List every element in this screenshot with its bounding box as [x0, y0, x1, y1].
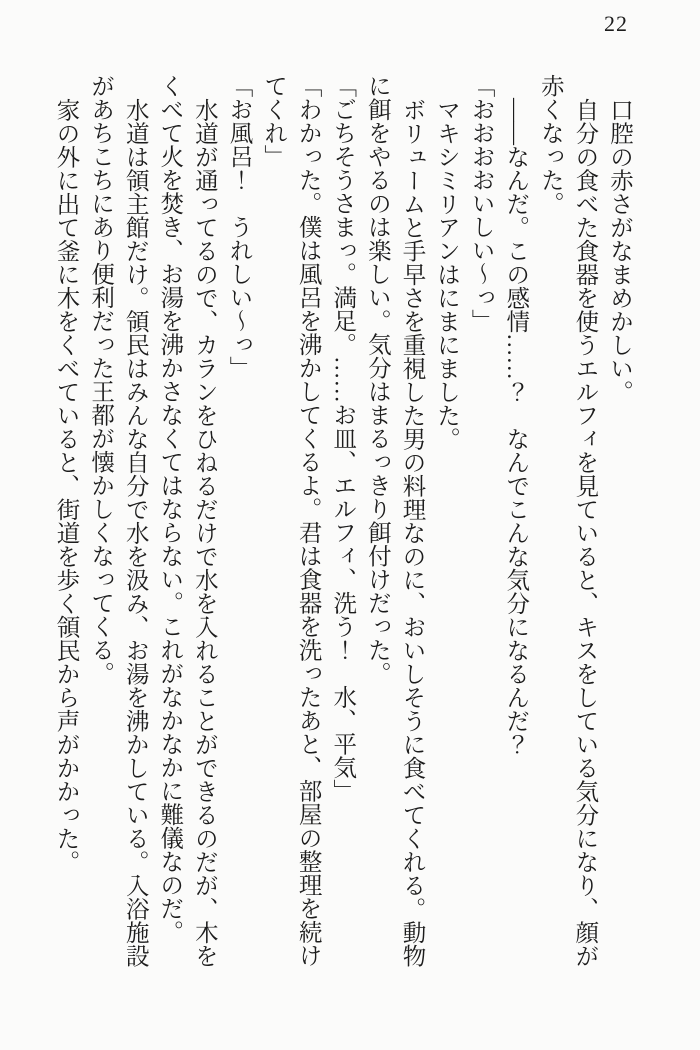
- text-line: ボリュームと手早さを重視した男の料理なのに、おいしそうに食べてくれる。動物: [398, 97, 425, 967]
- text-line: 家の外に出て釜に木をくべていると、街道を歩く領民から声がかかった。: [52, 97, 79, 873]
- text-line: 水道が通ってるので、カランをひねるだけで水を入れることができるのだが、木を: [190, 97, 217, 967]
- text-line: 自分の食べた食器を使うエルフィを見ていると、キスをしている気分になり、顔が: [571, 97, 598, 967]
- vertical-text-area: [48, 74, 636, 974]
- text-line: に餌をやるのは楽しい。気分はまるっきり餌付けだった。: [363, 74, 390, 685]
- text-line: 「お風呂！ うれしい～っ」: [225, 74, 252, 380]
- text-line: ――なんだ。この感情……？ なんでこんな気分になるんだ？: [502, 97, 529, 756]
- text-line: てくれ」: [260, 74, 287, 168]
- text-line: 「ごちそうさまっ。満足。……お皿、エルフィ、洗う！ 水、平気」: [329, 74, 356, 803]
- text-line: があちこちにあり便利だった王都が懐かしくなってくる。: [87, 74, 114, 685]
- text-line: マキシミリアンはにまにました。: [433, 97, 460, 450]
- text-line: 水道は領主館だけ。領民はみんな自分で水を汲み、お湯を沸かしている。入浴施設: [121, 97, 148, 967]
- page-number: 22: [604, 11, 628, 36]
- text-line: 「わかった。僕は風呂を沸かしてくるよ。君は食器を洗ったあと、部屋の整理を続け: [294, 74, 321, 967]
- text-line: 「おおおおいしい～っ」: [467, 74, 494, 333]
- text-line: くべて火を焚き、お湯を沸かさなくてはならない。これがなかなかに難儀なのだ。: [156, 74, 183, 944]
- text-line: 赤くなった。: [536, 74, 563, 215]
- text-line: 口腔の赤さがなまめかしい。: [606, 97, 632, 403]
